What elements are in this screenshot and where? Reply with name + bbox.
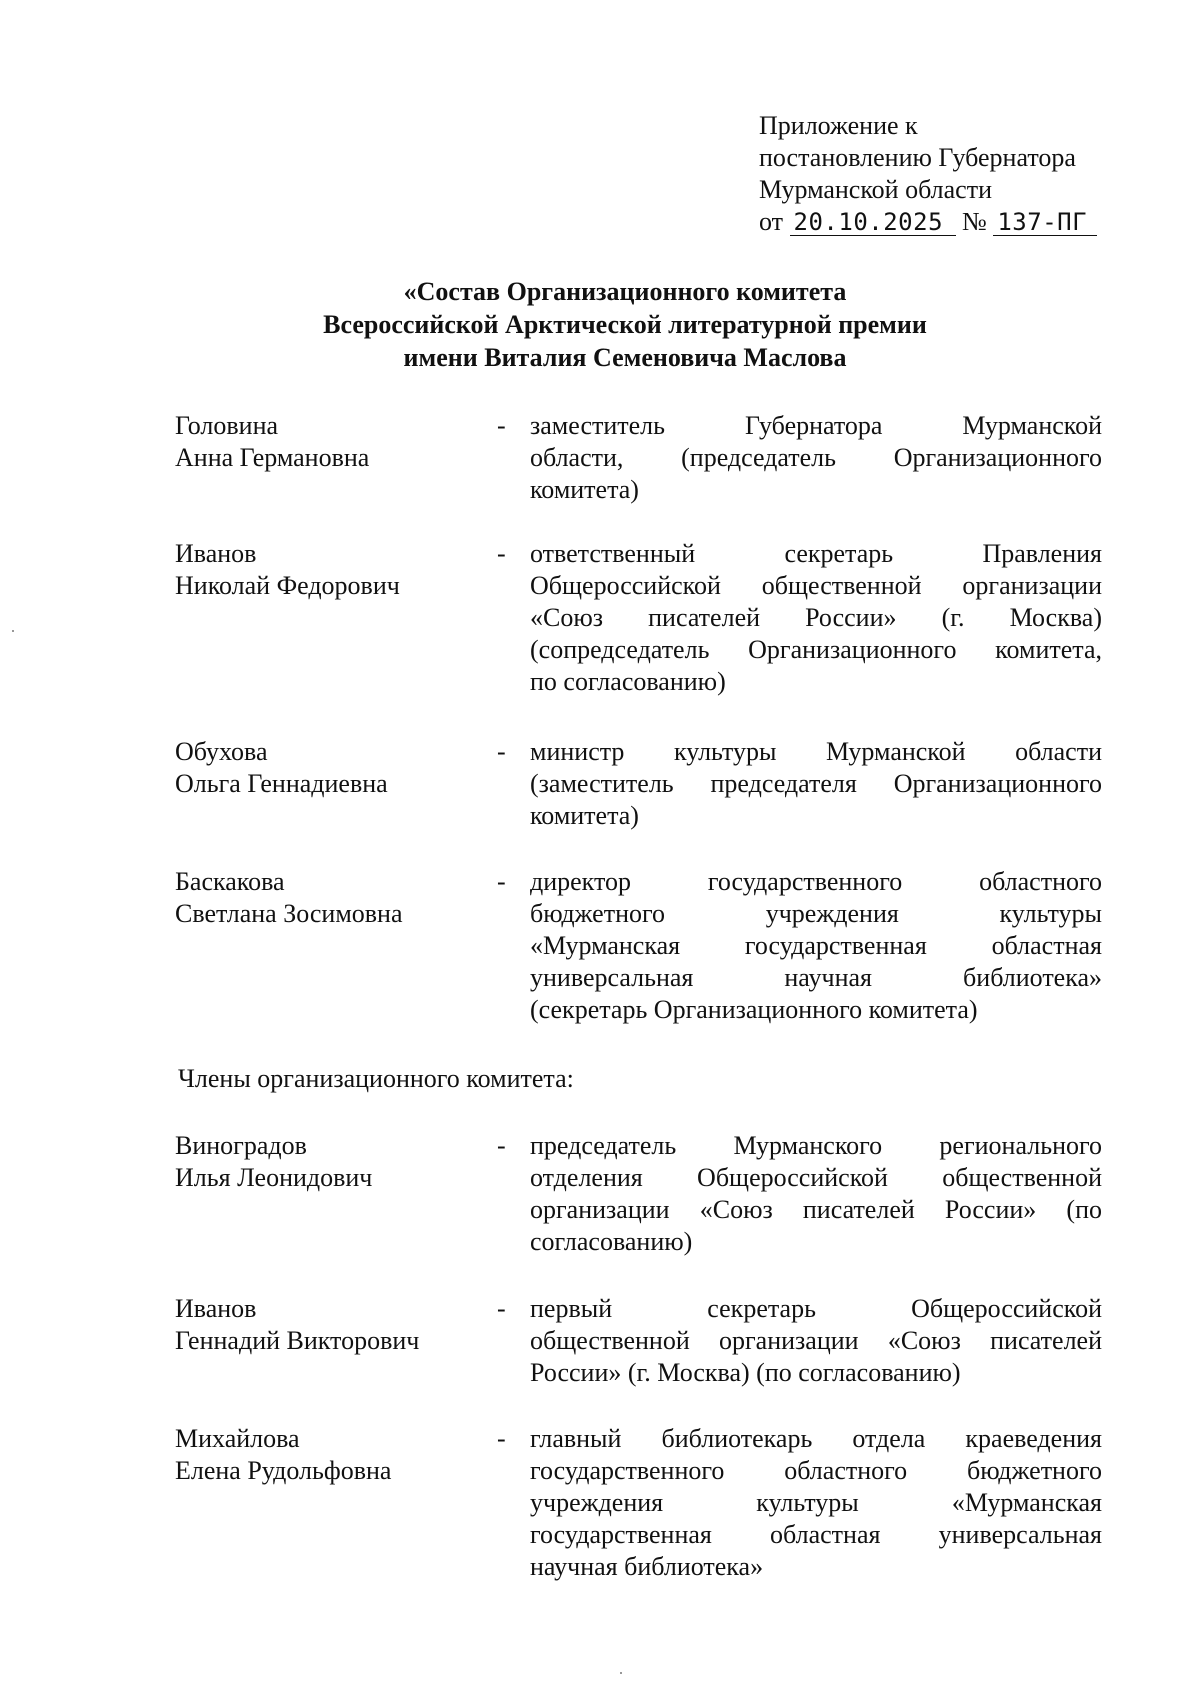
entry-dash: - xyxy=(497,867,506,896)
entry-dash: - xyxy=(497,737,506,766)
person-name xyxy=(175,1293,475,1357)
person-given-names: Николай Федорович xyxy=(175,571,400,600)
role-line: первый секретарь Общероссийской xyxy=(530,1294,1102,1323)
person-given-names: Ольга Геннадиевна xyxy=(175,769,388,798)
document-date: 20.10.2025 xyxy=(790,209,956,236)
role-line: России» (г. Москва) (по согласованию) xyxy=(530,1358,961,1387)
person-name xyxy=(175,1423,475,1487)
role-line: (сопредседатель Организационного комитета, xyxy=(530,635,1102,664)
role-line: комитета) xyxy=(530,475,639,504)
person-given-names: Светлана Зосимовна xyxy=(175,899,403,928)
person-given-names: Илья Леонидович xyxy=(175,1163,373,1192)
role-line: организации «Союз писателей России» (по xyxy=(530,1195,1102,1224)
number-prefix: № xyxy=(962,207,987,236)
appendix-line-2: постановлению Губернатора xyxy=(759,143,1076,172)
role-line: заместитель Губернатора Мурманской xyxy=(530,411,1102,440)
person-given-names: Елена Рудольфовна xyxy=(175,1456,392,1485)
person-role xyxy=(530,736,1102,832)
appendix-line-1: Приложение к xyxy=(759,111,918,140)
person-surname: Баскакова xyxy=(175,867,285,896)
role-line: государственного областного бюджетного xyxy=(530,1456,1102,1485)
person-name xyxy=(175,538,475,602)
person-given-names: Анна Германовна xyxy=(175,443,370,472)
entry-dash: - xyxy=(497,1294,506,1323)
person-name xyxy=(175,736,475,800)
role-line: (секретарь Организационного комитета) xyxy=(530,995,978,1024)
role-line: ответственный секретарь Правления xyxy=(530,539,1102,568)
entry-dash: - xyxy=(497,411,506,440)
role-line: директор государственного областного xyxy=(530,867,1102,896)
person-surname: Обухова xyxy=(175,737,268,766)
title-line-3: имени Виталия Семеновича Маслова xyxy=(403,343,847,372)
person-surname: Иванов xyxy=(175,1294,257,1323)
date-prefix: от xyxy=(759,207,784,236)
role-line: Общероссийской общественной организации xyxy=(530,571,1102,600)
role-line: по согласованию) xyxy=(530,667,726,696)
role-line: председатель Мурманского регионального xyxy=(530,1131,1102,1160)
person-name xyxy=(175,866,475,930)
title-line-2: Всероссийской Арктической литературной премии xyxy=(323,310,927,339)
person-name xyxy=(175,1130,475,1194)
role-line: государственная областная универсальная xyxy=(530,1520,1102,1549)
role-line: «Союз писателей России» (г. Москва) xyxy=(530,603,1102,632)
appendix-line-3: Мурманской области xyxy=(759,175,992,204)
role-line: комитета) xyxy=(530,801,639,830)
appendix-reference xyxy=(759,110,1179,238)
document-title xyxy=(200,275,1050,374)
person-role xyxy=(530,538,1102,698)
role-line: (заместитель председателя Организационного xyxy=(530,769,1102,798)
person-given-names: Геннадий Викторович xyxy=(175,1326,420,1355)
role-line: области, (председатель Организационного xyxy=(530,443,1102,472)
person-role xyxy=(530,410,1102,506)
role-line: научная библиотека» xyxy=(530,1552,764,1581)
entry-dash: - xyxy=(497,539,506,568)
person-role xyxy=(530,1423,1102,1583)
role-line: согласованию) xyxy=(530,1227,693,1256)
title-line-1: «Состав Организационного комитета xyxy=(403,277,847,306)
role-line: универсальная научная библиотека» xyxy=(530,963,1102,992)
role-line: бюджетного учреждения культуры xyxy=(530,899,1102,928)
person-surname: Головина xyxy=(175,411,279,440)
role-line: «Мурманская государственная областная xyxy=(530,931,1102,960)
scan-speck xyxy=(12,630,14,632)
person-surname: Михайлова xyxy=(175,1424,300,1453)
person-surname: Виноградов xyxy=(175,1131,307,1160)
person-role xyxy=(530,1130,1102,1258)
entry-dash: - xyxy=(497,1424,506,1453)
entry-dash: - xyxy=(497,1131,506,1160)
person-surname: Иванов xyxy=(175,539,257,568)
role-line: главный библиотекарь отдела краеведения xyxy=(530,1424,1102,1453)
role-line: министр культуры Мурманской области xyxy=(530,737,1102,766)
role-line: отделения Общероссийской общественной xyxy=(530,1163,1102,1192)
appendix-date-line xyxy=(759,206,1179,238)
person-name xyxy=(175,410,475,474)
role-line: общественной организации «Союз писателей xyxy=(530,1326,1102,1355)
document-number: 137-ПГ xyxy=(993,209,1097,236)
scan-speck xyxy=(620,1672,622,1674)
person-role xyxy=(530,1293,1102,1389)
members-section-heading: Члены организационного комитета: xyxy=(178,1064,574,1093)
role-line: учреждения культуры «Мурманская xyxy=(530,1488,1102,1517)
person-role xyxy=(530,866,1102,1026)
